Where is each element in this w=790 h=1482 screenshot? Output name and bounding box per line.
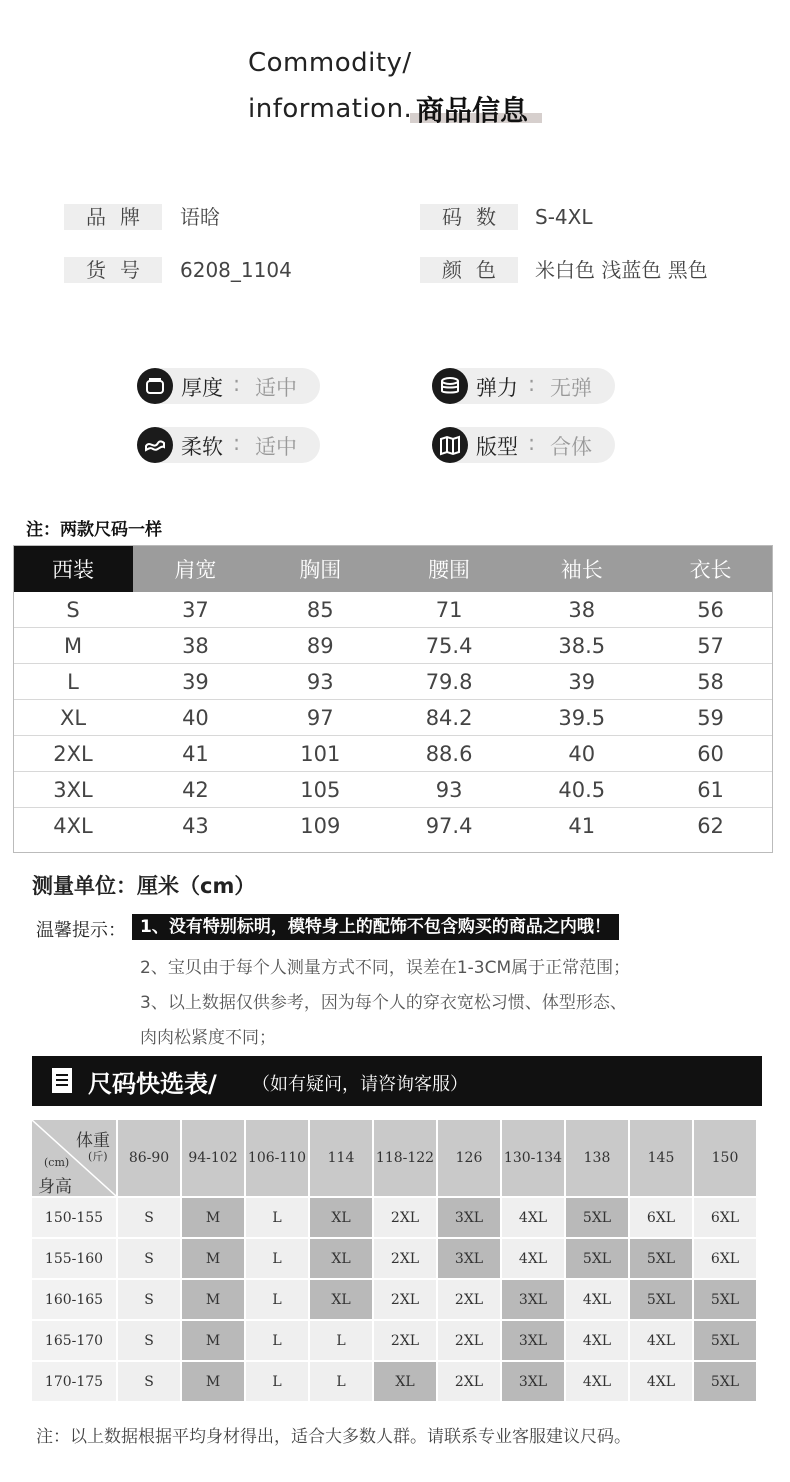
size-suggestion-cell: 5XL [566,1198,630,1239]
brand-value: 语晗 [180,205,220,229]
page-title: 商品信息 [416,94,529,127]
weight-header-cell: 94-102 [182,1120,246,1198]
quick-row [32,1280,758,1321]
size-suggestion-cell: L [246,1239,310,1280]
height-row-header: 150-155 [32,1198,118,1239]
quick-row [32,1198,758,1239]
size-cell: 71 [383,592,516,628]
size-cell: 84.2 [383,700,516,736]
size-suggestion-cell: XL [310,1280,374,1321]
document-icon [52,1068,72,1093]
size-cell: 88.6 [383,736,516,772]
size-cell: 37 [133,592,258,628]
size-cell: 41 [568,813,596,838]
size-suggestion-cell: L [246,1198,310,1239]
size-suggestion-cell: 3XL [502,1280,566,1321]
size-suggestion-cell: 5XL [694,1280,758,1321]
size-suggestion-cell: 5XL [694,1362,758,1403]
size-suggestion-cell: 2XL [374,1280,438,1321]
weight-header-cell: 114 [310,1120,374,1198]
size-suggestion-cell: M [182,1239,246,1280]
size-cell: 79.8 [383,664,516,700]
height-unit: (cm) [44,1156,70,1169]
size-suggestion-cell: S [118,1280,182,1321]
quick-row [32,1362,758,1403]
weight-header-cell: 150 [694,1120,758,1198]
feature-key: 弹力 [476,376,518,400]
layers-icon [137,368,173,404]
weight-header-cell: 126 [438,1120,502,1198]
size-suggestion-cell: XL [310,1198,374,1239]
header-cell: 衣长 [648,545,773,592]
size-cell: 105 [258,772,383,808]
size-cell: S [13,592,133,628]
size-cell: 93 [258,664,383,700]
size-row [13,592,773,628]
coil-icon [432,368,468,404]
feature-value: 合体 [550,435,592,459]
size-cell: 101 [258,736,383,772]
header-cell: 袖长 [515,545,648,592]
size-suggestion-cell: S [118,1362,182,1403]
size-cell: 41 [133,736,258,772]
size-cell: 97.4 [425,813,473,838]
size-row [13,736,773,772]
size-suggestion-cell: 4XL [630,1362,694,1403]
size-cell: M [13,628,133,664]
size-suggestion-cell: 5XL [630,1280,694,1321]
size-table [13,545,773,843]
feature-thickness [137,368,320,404]
size-row [13,772,773,808]
color-value: 米白色 浅蓝色 黑色 [535,258,708,282]
quick-row [32,1321,758,1362]
corner-cell [32,1120,118,1198]
size-suggestion-cell: S [118,1198,182,1239]
size-cell: 75.4 [383,628,516,664]
quick-size-table [32,1120,758,1403]
quick-chart-banner [32,1056,762,1106]
size-cell: 39.5 [515,700,648,736]
header-line-2: information. [248,94,413,124]
size-suggestion-cell: M [182,1321,246,1362]
size-cell: 4XL [53,813,93,838]
size-cell: 40 [515,736,648,772]
header-cell: 胸围 [258,545,383,592]
size-cell: 58 [648,664,773,700]
weight-header-cell: 145 [630,1120,694,1198]
sizes-value: S-4XL [535,205,593,229]
size-cell: 56 [648,592,773,628]
feature-colon: : [528,372,536,396]
size-suggestion-cell: 3XL [438,1198,502,1239]
size-cell: 40.5 [515,772,648,808]
height-row-header: 165-170 [32,1321,118,1362]
weight-header-cell: 138 [566,1120,630,1198]
size-suggestion-cell: 6XL [694,1239,758,1280]
item-no-value: 6208_1104 [180,258,292,282]
feature-key: 版型 [476,435,518,459]
size-suggestion-cell: S [118,1239,182,1280]
weight-header-cell: 118-122 [374,1120,438,1198]
weight-header-cell: 130-134 [502,1120,566,1198]
footer-note: 注：以上数据根据平均身材得出，适合大多数人群。请联系专业客服建议尺码。 [36,1427,631,1447]
header-cell: 腰围 [383,545,516,592]
weight-unit: (斤) [88,1150,108,1163]
size-suggestion-cell: L [310,1321,374,1362]
quick-chart-title: 尺码快选表/ [88,1070,217,1098]
quick-row [32,1239,758,1280]
height-row-header: 160-165 [32,1280,118,1321]
size-suggestion-cell: 5XL [630,1239,694,1280]
size-row [13,808,773,844]
feature-value: 适中 [255,376,297,400]
size-cell: 93 [383,772,516,808]
item-no-label: 货号 [64,257,162,283]
size-cell: 62 [697,813,724,838]
feature-key: 柔软 [181,435,223,459]
tip-item-2: 2、宝贝由于每个人测量方式不同，误差在1-3CM属于正常范围； [140,958,631,978]
size-cell: 85 [258,592,383,628]
size-suggestion-cell: 4XL [502,1198,566,1239]
size-suggestion-cell: 6XL [694,1198,758,1239]
feature-value: 无弹 [550,376,592,400]
brand-label: 品牌 [64,204,162,230]
size-suggestion-cell: 2XL [374,1198,438,1239]
feature-colon: : [528,431,536,455]
size-suggestion-cell: 4XL [630,1321,694,1362]
size-suggestion-cell: M [182,1198,246,1239]
size-cell: 42 [133,772,258,808]
header-cell: 西装 [13,545,133,592]
size-cell: 57 [648,628,773,664]
size-cell: 60 [648,736,773,772]
size-suggestion-cell: 3XL [438,1239,502,1280]
size-cell: 3XL [13,772,133,808]
sizes-label: 码数 [420,204,518,230]
height-label: 身高 [38,1177,72,1197]
feature-fit [432,427,615,463]
size-suggestion-cell: 4XL [566,1280,630,1321]
size-suggestion-cell: 6XL [630,1198,694,1239]
size-cell: 39 [133,664,258,700]
size-cell: 2XL [13,736,133,772]
size-cell: 38.5 [515,628,648,664]
size-suggestion-cell: XL [374,1362,438,1403]
size-suggestion-cell: 2XL [438,1362,502,1403]
size-suggestion-cell: M [182,1280,246,1321]
feature-colon: : [233,372,241,396]
size-table-header [13,545,773,592]
size-cell: 39 [515,664,648,700]
size-cell: 38 [133,628,258,664]
header-line-1: Commodity/ [248,48,412,78]
tip-item-3: 3、以上数据仅供参考，因为每个人的穿衣宽松习惯、体型形态、 [140,993,627,1013]
feature-elasticity [432,368,615,404]
height-row-header: 155-160 [32,1239,118,1280]
color-label: 颜色 [420,257,518,283]
tip-item-3-cont: 肉肉松紧度不同； [140,1028,276,1048]
quick-chart-subtitle: （如有疑问，请咨询客服） [252,1074,468,1095]
size-suggestion-cell: 3XL [502,1321,566,1362]
size-suggestion-cell: S [118,1321,182,1362]
size-suggestion-cell: L [310,1362,374,1403]
size-row [13,664,773,700]
size-suggestion-cell: XL [310,1239,374,1280]
size-cell: 38 [515,592,648,628]
size-suggestion-cell: L [246,1321,310,1362]
size-cell: L [13,664,133,700]
weight-header-cell: 86-90 [118,1120,182,1198]
size-suggestion-cell: 5XL [694,1321,758,1362]
size-suggestion-cell: L [246,1280,310,1321]
size-suggestion-cell: 2XL [438,1280,502,1321]
size-suggestion-cell: 4XL [502,1239,566,1280]
size-cell: 89 [258,628,383,664]
size-row [13,700,773,736]
size-suggestion-cell: 2XL [374,1239,438,1280]
weight-header-cell: 106-110 [246,1120,310,1198]
size-suggestion-cell: 4XL [566,1362,630,1403]
size-suggestion-cell: M [182,1362,246,1403]
feature-softness [137,427,320,463]
quick-table-header [32,1120,758,1198]
feature-colon: : [233,431,241,455]
size-suggestion-cell: 2XL [374,1321,438,1362]
size-cell: 40 [133,700,258,736]
size-suggestion-cell: L [246,1362,310,1403]
size-row [13,628,773,664]
measurement-unit: 测量单位：厘米（cm） [32,874,256,898]
size-cell: 109 [300,813,341,838]
fabric-icon [137,427,173,463]
size-note: 注：两款尺码一样 [26,520,162,540]
size-cell: XL [13,700,133,736]
size-cell: 61 [648,772,773,808]
tip-item-1: 1、没有特别标明，模特身上的配饰不包含购买的商品之内哦！ [132,914,619,940]
height-row-header: 170-175 [32,1362,118,1403]
size-cell: 59 [648,700,773,736]
size-cell: 43 [182,813,209,838]
size-suggestion-cell: 4XL [566,1321,630,1362]
tips-title: 温馨提示： [36,920,126,941]
size-suggestion-cell: 3XL [502,1362,566,1403]
book-icon [432,427,468,463]
feature-key: 厚度 [181,376,223,400]
size-suggestion-cell: 5XL [566,1239,630,1280]
feature-value: 适中 [255,435,297,459]
size-cell: 97 [258,700,383,736]
header-cell: 肩宽 [133,545,258,592]
size-suggestion-cell: 2XL [438,1321,502,1362]
weight-label: 体重 [76,1131,110,1151]
